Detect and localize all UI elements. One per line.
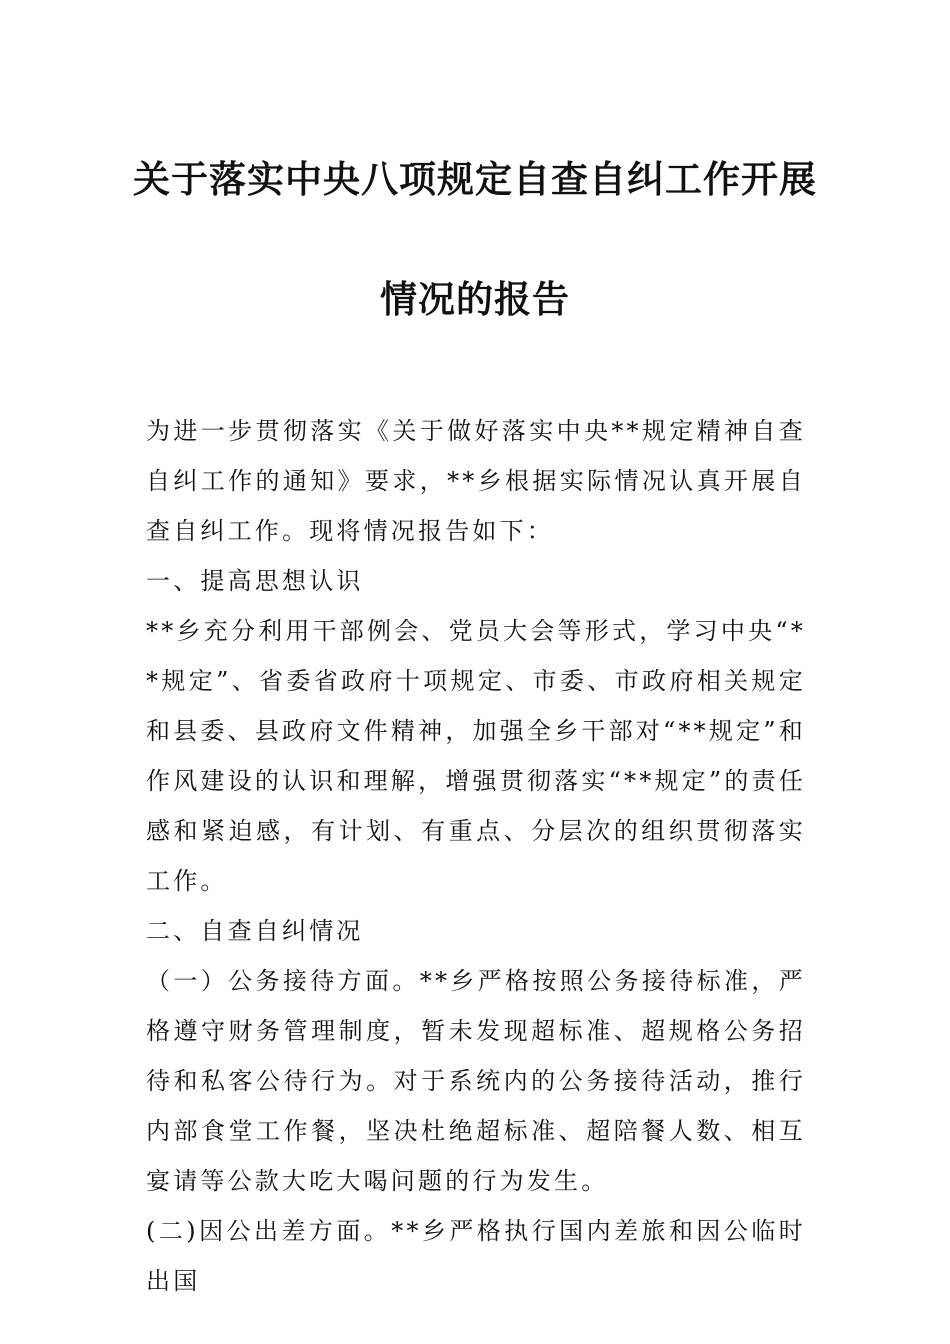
subsection-1-paragraph: （一）公务接待方面。**乡严格按照公务接待标准，严格遵守财务管理制度，暂未发现超标准、超规格公务招待和私客公待行为。对于系统内的公务接待活动，推行内部食堂工作餐，坚决杜绝超标准、超陪餐人数、相互宴请等公款大吃大喝问题的行为发生。 bbox=[146, 967, 806, 1195]
subsection-2-paragraph: (二)因公出差方面。**乡严格执行国内差旅和因公临时出国 bbox=[146, 1217, 806, 1295]
section-heading-1: 一、提高思想认识 bbox=[146, 567, 364, 595]
document-title-line-2: 情况的报告 bbox=[380, 278, 570, 321]
section-heading-2: 二、自查自纠情况 bbox=[146, 917, 364, 945]
intro-paragraph: 为进一步贯彻落实《关于做好落实中央**规定精神自查自纠工作的通知》要求，**乡根据实际情况认真开展自查自纠工作。现将情况报告如下： bbox=[146, 417, 806, 545]
document-body bbox=[146, 406, 806, 1306]
section-1-paragraph: **乡充分利用干部例会、党员大会等形式，学习中央“**规定”、省委省政府十项规定、市委、市政府相关规定和县委、县政府文件精神，加强全乡干部对“**规定”和作风建设的认识和理解，增强贯彻落实“**规定”的责任感和紧迫感，有计划、有重点、分层次的组织贯彻落实工作。 bbox=[146, 617, 806, 895]
document-title-line-1: 关于落实中央八项规定自查自纠工作开展 bbox=[133, 158, 817, 201]
